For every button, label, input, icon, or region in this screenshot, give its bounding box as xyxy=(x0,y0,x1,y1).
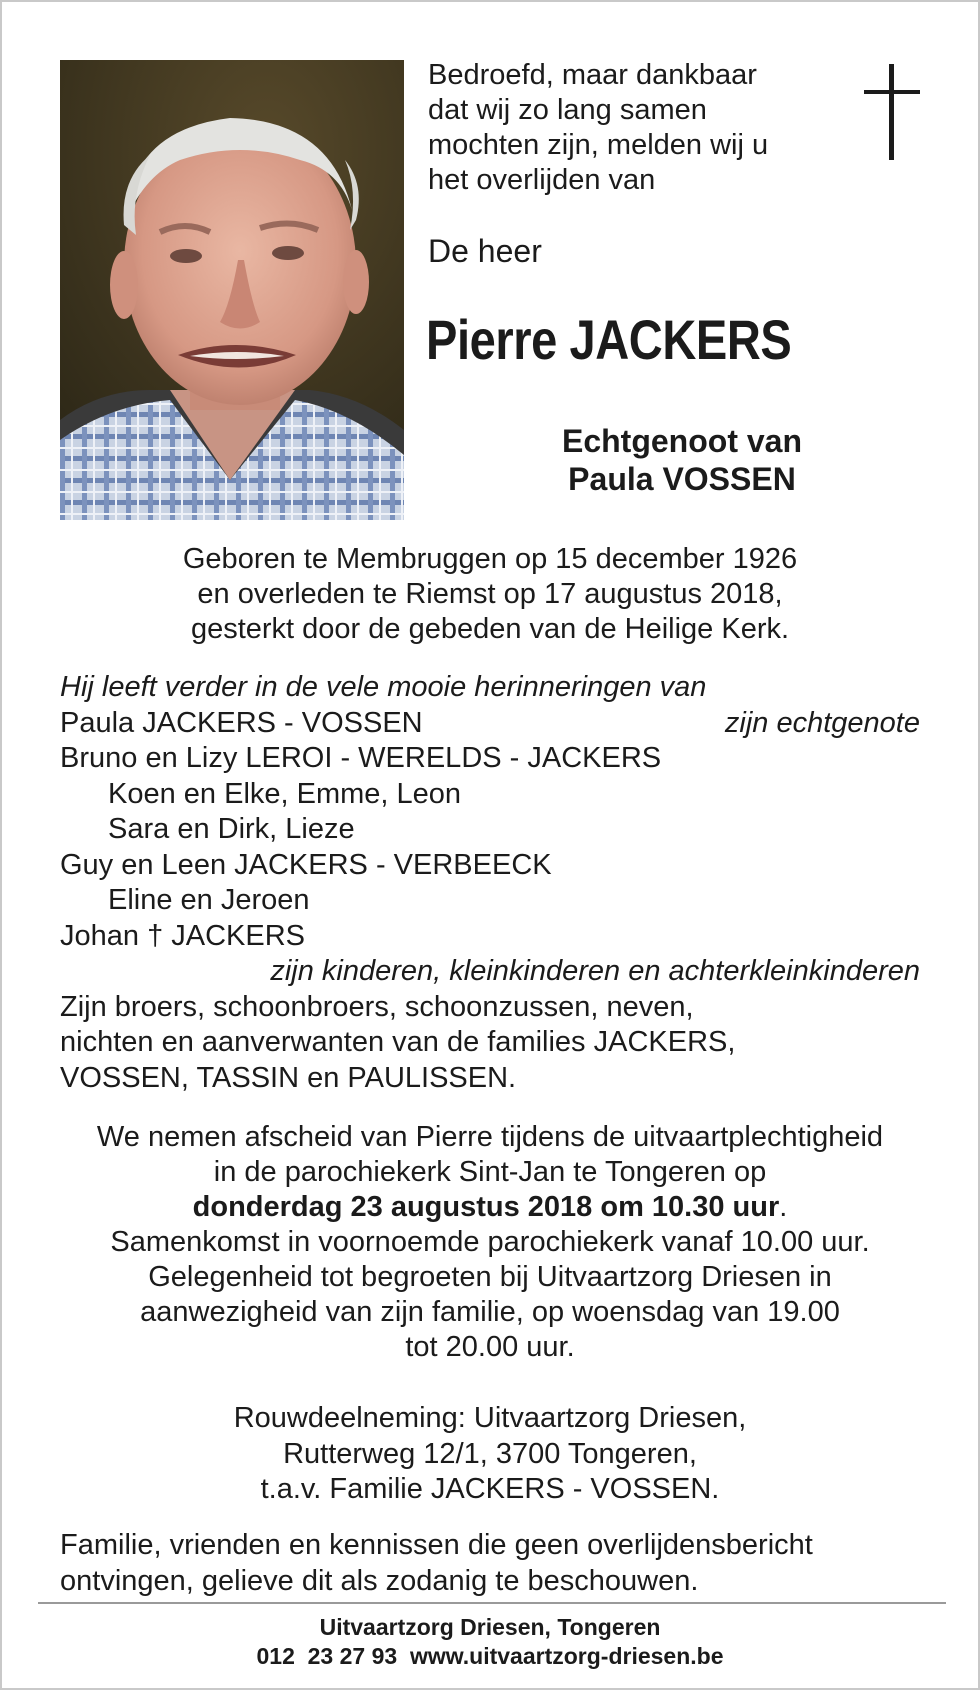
funeral-service-info xyxy=(2,1120,978,1365)
closing-line: Familie, vrienden en kennissen die geen overlijdensbericht xyxy=(60,1529,813,1561)
relatives-line: VOSSEN, TASSIN en PAULISSEN. xyxy=(60,1061,517,1094)
salutation: De heer xyxy=(428,233,542,269)
birth-death-info xyxy=(2,542,978,647)
divider xyxy=(38,1602,946,1604)
family-member: Johan † JACKERS xyxy=(60,919,306,952)
family-member: Eline en Jeroen xyxy=(108,884,310,916)
service-line: aanwezigheid van zijn familie, op woensdag van 19.00 xyxy=(140,1296,840,1328)
service-line: Gelegenheid tot begroeten bij Uitvaartzorg Driesen in xyxy=(148,1261,832,1293)
children-role: zijn kinderen, kleinkinderen en achterkleinkinderen xyxy=(270,955,920,987)
condolence-address xyxy=(2,1401,978,1508)
family-spouse-name: Paula JACKERS - VOSSEN xyxy=(60,706,423,739)
latin-cross-icon xyxy=(864,64,920,160)
deceased-name: Pierre JACKERS xyxy=(426,308,792,371)
relatives-line: Zijn broers, schoonbroers, schoonzussen, neven, xyxy=(60,990,694,1023)
family-intro: Hij leeft verder in de vele mooie herinneringen van xyxy=(60,671,707,703)
service-date: donderdag 23 augustus 2018 om 10.30 uur xyxy=(192,1191,780,1223)
footer-website: www.uitvaartzorg-driesen.be xyxy=(409,1643,724,1669)
family-spouse-row xyxy=(60,706,920,742)
service-line: tot 20.00 uur. xyxy=(405,1331,575,1363)
spouse-info xyxy=(482,422,882,498)
service-line: We nemen afscheid van Pierre tijdens de uitvaartplechtigheid xyxy=(96,1121,884,1153)
spouse-relation: Echtgenoot van xyxy=(561,423,802,459)
intro-line: dat wij zo lang samen xyxy=(428,94,707,126)
intro-line: Bedroefd, maar dankbaar xyxy=(428,59,757,91)
footer-company: Uitvaartzorg Driesen, Tongeren xyxy=(319,1614,661,1640)
blessing-line: gesterkt door de gebeden van de Heilige Kerk. xyxy=(190,613,790,645)
condolence-line: t.a.v. Familie JACKERS - VOSSEN. xyxy=(260,1473,720,1505)
intro-line: het overlijden van xyxy=(428,164,656,196)
condolence-line: Rutterweg 12/1, 3700 Tongeren, xyxy=(283,1437,697,1470)
family-spouse-role: zijn echtgenote xyxy=(724,706,920,739)
relatives-line: nichten en aanverwanten van de families JACKERS, xyxy=(60,1026,736,1058)
family-member: Bruno en Lizy LEROI - WERELDS - JACKERS xyxy=(60,742,662,774)
spouse-name: Paula VOSSEN xyxy=(568,461,796,497)
service-line: in de parochiekerk Sint-Jan te Tongeren op xyxy=(213,1156,767,1188)
family-list xyxy=(60,670,920,1096)
family-member: Sara en Dirk, Lieze xyxy=(108,813,355,845)
footer-phone: 012 23 27 93 xyxy=(256,1643,398,1669)
condolence-line: Rouwdeelneming: Uitvaartzorg Driesen, xyxy=(233,1402,747,1434)
death-line: en overleden te Riemst op 17 augustus 2018, xyxy=(197,578,783,610)
family-member: Guy en Leen JACKERS - VERBEECK xyxy=(60,848,552,881)
closing-note xyxy=(60,1528,920,1599)
birth-line: Geboren te Membruggen op 15 december 1926 xyxy=(182,543,798,575)
intro-line: mochten zijn, melden wij u xyxy=(428,129,769,161)
intro-text xyxy=(428,58,828,198)
portrait-photo xyxy=(60,60,404,520)
family-member: Koen en Elke, Emme, Leon xyxy=(108,777,462,810)
service-date-suffix: . xyxy=(779,1191,788,1223)
service-line: Samenkomst in voornoemde parochiekerk vanaf 10.00 uur. xyxy=(110,1226,870,1258)
closing-line: ontvingen, gelieve dit als zodanig te beschouwen. xyxy=(60,1564,699,1597)
footer xyxy=(2,1613,978,1671)
